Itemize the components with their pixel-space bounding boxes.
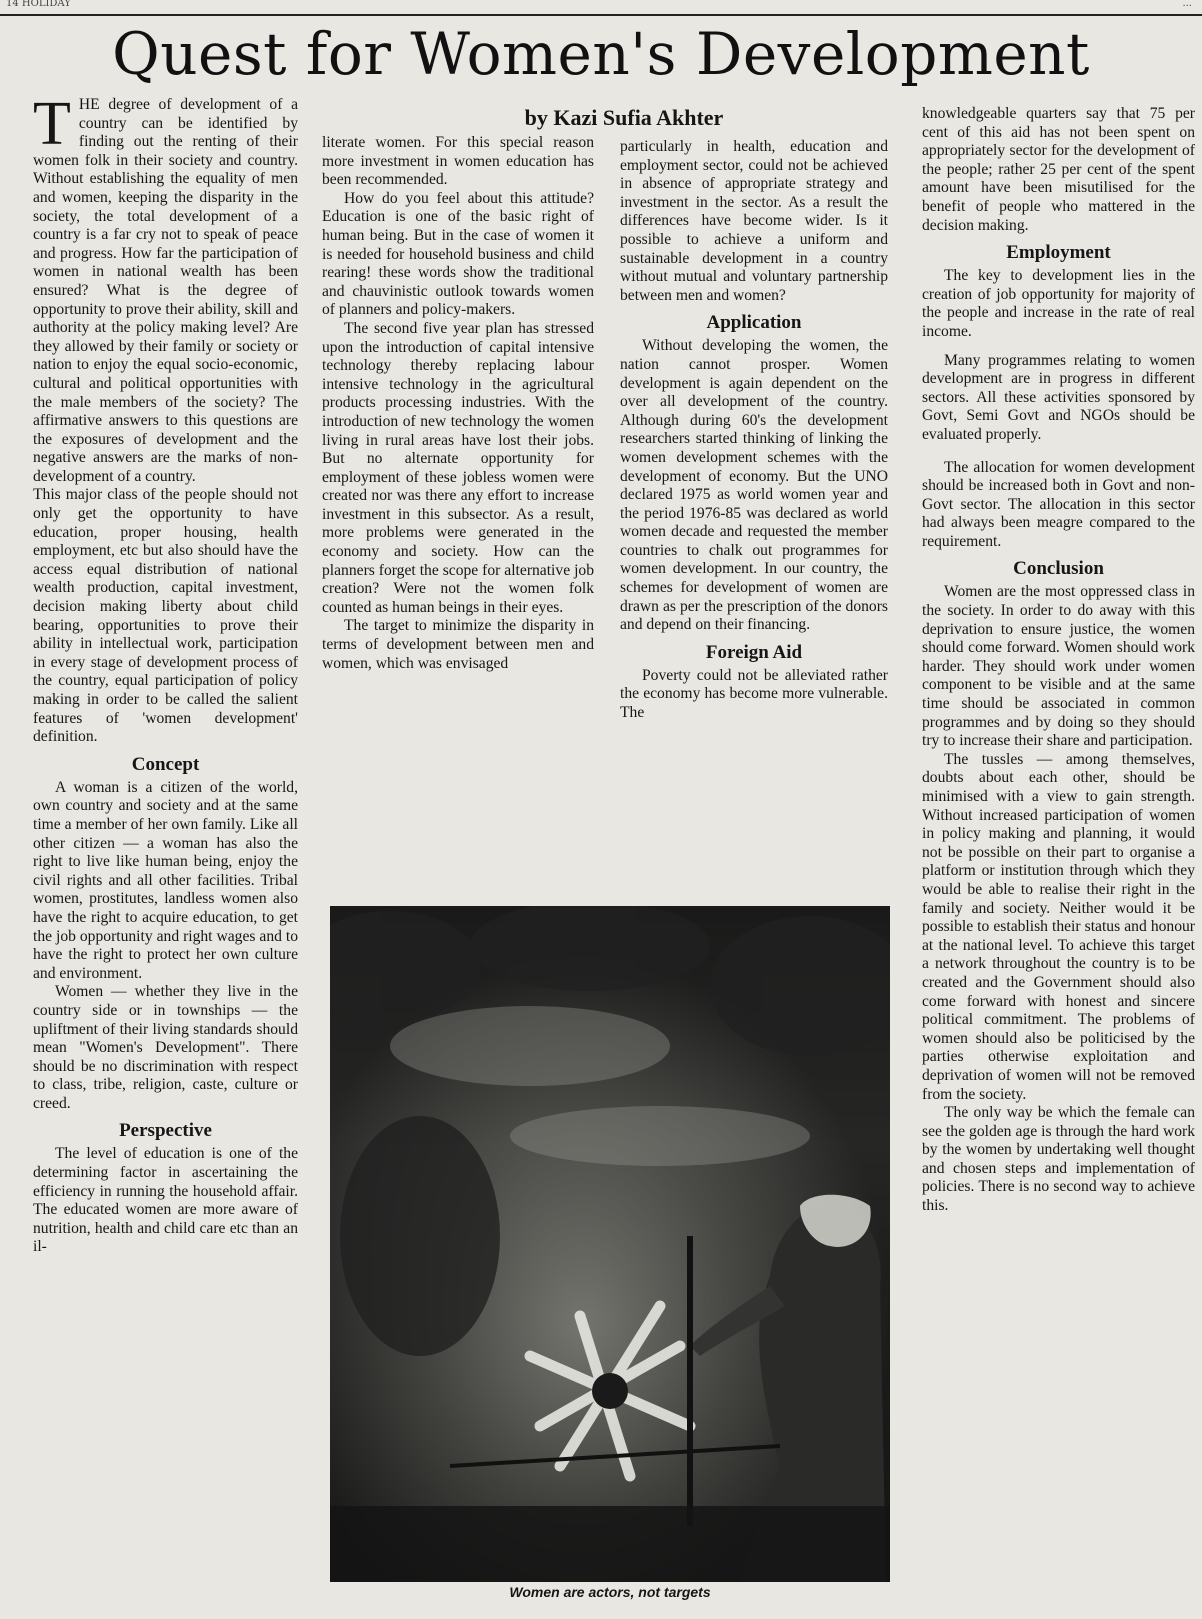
intro-paragraph [33,96,298,486]
subheading-conclusion: Conclusion [1013,558,1104,580]
body-paragraph: knowledgeable quarters say that 75 per cent of this aid has not been spent on appropriately sector for the development of the people; rather 25 per cent of the spent amount have been misutilised for the benefit of people who mattered in the decision making. [922,105,1195,234]
drop-cap: T [33,96,71,158]
article-column-4 [922,105,1195,1615]
body-paragraph: Women are the most oppressed class in the society. In order to do away with this deprivation to ensure justice, the women should come forward. Women should work harder. They should work under women component to be visible and at the same time should be associated in common programmes and by doing so they should try to increase their share and participation. [922,583,1195,750]
body-paragraph: A woman is a citizen of the world, own country and society and at the same time a member of her own family. Like all other citizen — a woman has also the right to live like human being, enjoy the civil rights and all other facilities. Tribal women, prostitutes, landless women also have the right to acquire education, to get the job opportunity and right wages and to have the right to protect her own culture and environment. [33,778,298,982]
body-paragraph: The second five year plan has stressed upon the introduction of capital intensive technology thereby replacing labour intensive technology in the agricultural products processing industries. With the introduction of new technology the women living in rural areas have lost their jobs. But no alternate opportunity for employment of these jobless women were created nor was there any effort to increase investment in this subsector. As a result, more problems were generated in the economy and society. How can the planners forget the scope for alternative job creation? Were not the women folk counted as human beings in their eyes. [322,319,594,616]
subheading-concept: Concept [131,753,200,775]
body-paragraph: This major class of the people should not only get the opportunity to have education, proper housing, health employment, etc but also should have the access equal distribution of national wealth production, capital investment, decision making liberty about child bearing, opportunities to prove their ability in intellectual work, participation in every stage of development process of the country, equal participation of policy making in order to be called the salient features of 'women development' definition. [33,486,298,746]
body-paragraph: literate women. For this special reason more investment in women education has been recommended. [322,134,594,189]
body-paragraph: The key to development lies in the creation of job opportunity for majority of the people and increase in the rate of real income. [922,267,1195,340]
body-paragraph: How do you feel about this attitude? Education is one of the basic right of human being. But in the case of women it is needed for household business and child rearing! these words show the traditional and chauvinistic outlook towards women of planners and policy-makers. [322,189,594,319]
page-header-left: 14 HOLIDAY [6,0,71,9]
page-header-right: ... [1182,0,1192,9]
subheading-perspective: Perspective [119,1120,212,1142]
body-paragraph: particularly in health, education and employment sector, could not be achieved in absence of appropriate strategy and investment in the sector. As a result the differences have become wider. Is it possible to achieve a uniform and sustainable development in a country without mutual and voluntary partnership between men and women? [620,138,888,304]
article-photo [330,906,890,1582]
subheading-foreign-aid: Foreign Aid [705,641,803,663]
body-paragraph: The level of education is one of the determining factor in ascertaining the efficiency in running the household affair. The educated women are more aware of nutrition, health and child care etc than an il- [33,1145,298,1256]
article-headline: Quest for Women's Development [112,20,1090,88]
article-column-2 [322,134,594,902]
subheading-application: Application [706,312,802,334]
body-paragraph: Without developing the women, the nation cannot prosper. Women development is again dependent on the over all development of the country. Although during 60's the development researchers started thinking of linking the women development schemes with the development of economy. But the UNO declared 1975 as world women year and the period 1976-85 was declared as world women decade and requested the member countries to chalk out programmes for women development. In our country, the schemes for development of women are drawn as per the prescription of the donors and depend on their financing. [620,337,888,634]
body-paragraph: The allocation for women development should be increased both in Govt and non-Govt sector. The allocation in this sector had always been meagre compared to the requirement. [922,458,1195,550]
body-paragraph: The target to minimize the disparity in terms of development between men and women, which was envisaged [322,617,594,672]
photo-spinning-wheel-woman [330,906,890,1582]
body-paragraph: Women — whether they live in the country side or in townships — the upliftment of their living standards should mean "Women's Development". There should be no discrimination with respect to class, tribe, religion, caste, culture or creed. [33,983,298,1112]
article-column-1 [33,96,298,1606]
top-rule [0,0,1202,16]
body-paragraph: Many programmes relating to women development are in progress in different sectors. All these activities sponsored by Govt, Semi Govt and NGOs should be evaluated properly. [922,351,1195,443]
article-byline: by Kazi Sufia Akhter [524,105,724,130]
photo-caption: Women are actors, not targets [509,1584,711,1600]
body-paragraph: The tussles — among themselves, doubts about each other, should be minimised with a view to gain strength. Without increased participation of women in policy making and planning, it would not be possible on their part to organise a platform or institution through which they would be able to realise their right in the family and society. Neither would it be possible to establish their status and honour at the national level. To achieve this target a network throughout the country is to be created and the Government should also come forward with honest and sincere political commitment. The problems of women should also be politicised by the parties otherwise exploitation and deprivation of women will not be removed from the society. [922,750,1195,1103]
body-paragraph: Poverty could not be alleviated rather the economy has become more vulnerable. The [620,666,888,722]
body-paragraph: The only way be which the female can see the golden age is through the hard work by the women by undertaking well thought and chosen steps and implementation of policies. There is no second way to achieve this. [922,1104,1195,1215]
subheading-employment: Employment [1006,242,1111,264]
intro-text: HE degree of development of a country can be identified by finding out the renting of their women folk in their society and country. Without establishing the equality of men and women, keeping the disparity in the society, the total development of a country is a far cry not to speak of peace and progress. How far the participation of women in national wealth has been ensured? What is the degree of opportunity to prove their ability, skill and authority at the policy making level? Are they allowed by their family or society or nation to enjoy the equal socio-economic, cultural and political opportunities with the male members of the society? The affirmative answers to this questions are the exposures of development and the negative answers are the marks of non-development of a country. [33,96,298,485]
article-column-3 [620,138,888,906]
